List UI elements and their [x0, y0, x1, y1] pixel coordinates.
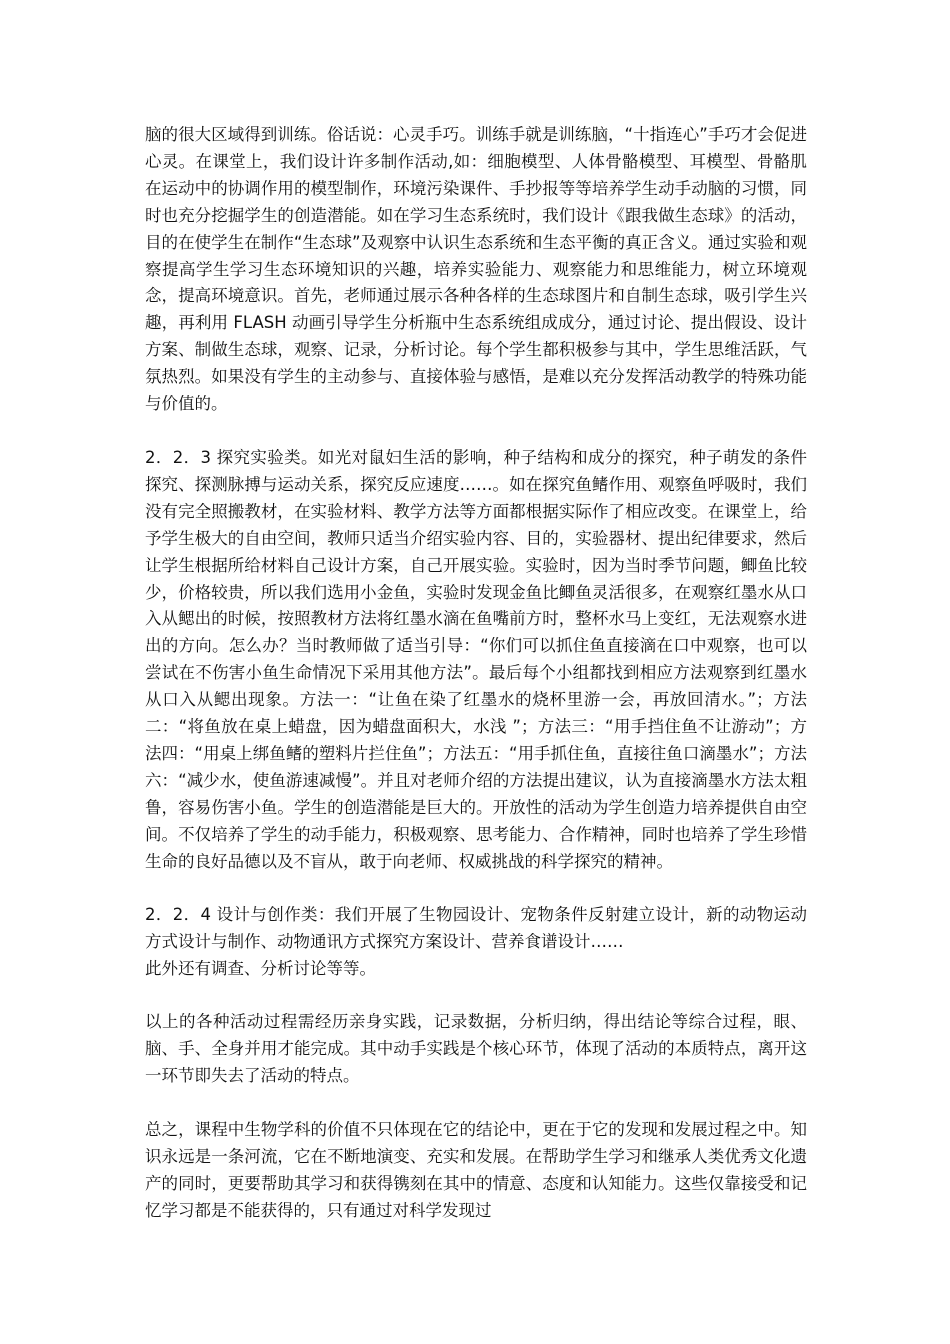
paragraph-conclusion: 总之，课程中生物学科的价值不只体现在它的结论中，更在于它的发现和发展过程之中。知识永远是一条河流，它在不断地演变、充实和发展。在帮助学生学习和继承人类优秀文化遗产的同时，更要帮助其学习和获得镌刻在其中的情意、态度和认知能力。这些仅靠接受和记忆学习都是不能获得的，只有通过对科学发现过 — [145, 1119, 807, 1220]
paragraph-brain-training: 脑的很大区域得到训练。俗话说：心灵手巧。训练手就是训练脑，“十指连心”手巧才会促进心灵。在课堂上，我们设计许多制作活动,如：细胞模型、人体骨骼模型、耳模型、骨骼肌在运动中的协调作用的模型制作，环境污染课件、手抄报等等培养学生动手动脑的习惯，同时也充分挖掘学生的创造潜能。如在学习生态系统时，我们设计《跟我做生态球》的活动，目的在使学生在制作“生态球”及观察中认识生态系统和生态平衡的真正含义。通过实验和观察提高学生学习生态环境知识的兴趣，培养实验能力、观察能力和思维能力，树立环境观念，提高环境意识。首先，老师通过展示各种各样的生态球图片和自制生态球，吸引学生兴趣，再利用 FLASH 动画引导学生分析瓶中生态系统组成成分，通过讨论、提出假设、设计方案、制做生态球，观察、记录，分析讨论。每个学生都积极参与其中，学生思维活跃，气氛热烈。如果没有学生的主动参与、直接体验与感悟，是难以充分发挥活动教学的特殊功能与价值的。 — [145, 125, 807, 414]
paragraph-line: 2．2．4 设计与创作类：我们开展了生物园设计、宠物条件反射建立设计，新的动物运动方式设计与制作、动物通讯方式探究方案设计、营养食谱设计…… — [145, 905, 807, 952]
paragraph-2-2-4-design-creation — [145, 902, 807, 983]
paragraph-2-2-3-inquiry-experiments: 2．2．3 探究实验类。如光对鼠妇生活的影响，种子结构和成分的探究，种子萌发的条件探究、探测脉搏与运动关系，探究反应速度……。如在探究鱼鳍作用、观察鱼呼吸时，我们没有完全照搬教材，在实验材料、教学方法等方面都根据实际作了相应改变。在课堂上，给予学生极大的自由空间，教师只适当介绍实验内容、目的，实验器材、提出纪律要求，然后让学生根据所给材料自己设计方案，自己开展实验。实验时，因为当时季节问题，鲫鱼比较少，价格较贵，所以我们选用小金鱼，实验时发现金鱼比鲫鱼灵活很多，在观察红墨水从口入从鳃出的时候，按照教材方法将红墨水滴在鱼嘴前方时，整杯水马上变红，无法观察水进出的方向。怎么办？当时教师做了适当引导：“你们可以抓住鱼直接滴在口中观察，也可以尝试在不伤害小鱼生命情况下采用其他方法”。最后每个小组都找到相应方法观察到红墨水从口入从鳃出现象。方法一：“让鱼在染了红墨水的烧杯里游一会，再放回清水。”；方法二：“将鱼放在桌上蜡盘，因为蜡盘面积大，水浅 ”；方法三：“用手挡住鱼不让游动”；方法四：“用桌上绑鱼鳍的塑料片拦住鱼”；方法五：“用手抓住鱼，直接往鱼口滴墨水”；方法六：“减少水，使鱼游速减慢”。并且对老师介绍的方法提出建议，认为直接滴墨水方法太粗鲁，容易伤害小鱼。学生的创造潜能是巨大的。开放性的活动为学生创造力培养提供自由空间。不仅培养了学生的动手能力，积极观察、思考能力、合作精神，同时也培养了学生珍惜生命的良好品德以及不盲从，敢于向老师、权威挑战的科学探究的精神。 — [145, 447, 807, 871]
paragraph-activity-process: 以上的各种活动过程需经历亲身实践，记录数据，分析归纳，得出结论等综合过程，眼、脑、手、全身并用才能完成。其中动手实践是个核心环节，体现了活动的本质特点，离开这一环节即失去了活动的特点。 — [145, 1012, 807, 1085]
paragraph-line: 此外还有调查、分析讨论等等。 — [145, 959, 376, 979]
document-body — [145, 122, 807, 1252]
